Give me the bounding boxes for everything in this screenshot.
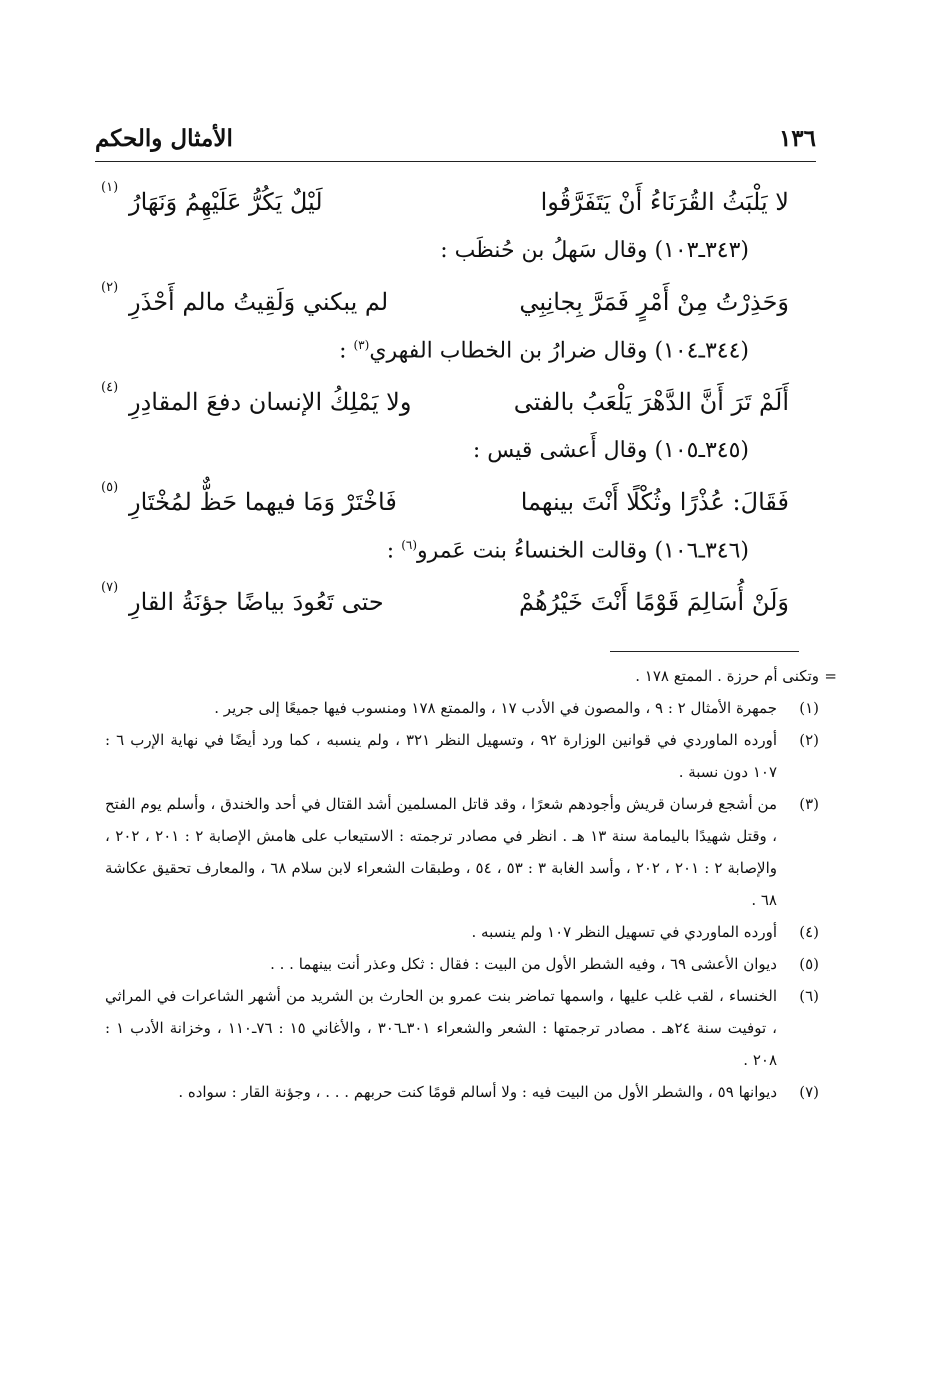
page-number: ١٣٦ — [778, 125, 816, 152]
footnote — [105, 724, 819, 788]
footnote-text: ديوان الأعشى ٦٩ ، وفيه الشطر الأول من البيت : فقال : ثكل وعذر أنت بينهما . . . — [270, 955, 777, 973]
footnote-text: أورده الماوردي في تسهيل النظر ١٠٧ ولم ينسبه . — [471, 923, 777, 941]
footnote-text: الخنساء ، لقب غلب عليها ، واسمها تماضر بنت عمرو بن الحارث بن الشريد من أشهر الشاعرات في المراثي ، توفيت سنة ٢٤هـ . مصادر ترجمتها : الشعر والشعراء ٣٠١ـ٣٠٦ ، والأغاني ١٥ : ٧٦ـ١١٠ ، وخزانة الأدب ١ : ٢٠٨ . — [105, 987, 777, 1069]
entry-heading-text: (٣٤٤ـ١٠٤) وقال ضرارُ بن الخطاب الفهري — [369, 338, 749, 364]
verse-hemistich-second: لم يبكني وَلَقِيتُ مالم أَحْذَرِ — [129, 288, 389, 316]
entry-heading — [105, 330, 789, 378]
verse-hemistich-first: فَقَالَ: عُذْرًا وثُكْلًا أَنْتَ بينهما — [520, 488, 789, 516]
verse-hemistich-first: وَلَنْ أُسَالِمَ قَوْمًا أَنْتَ خَيْرُهُمْ — [519, 588, 789, 616]
verse-hemistich-second: ولا يَمْلِكُ الإنسان دفعَ المقادِرِ — [129, 388, 412, 416]
entry-heading — [105, 530, 789, 578]
entry-heading: (٣٤٣ـ١٠٣) وقال سَهلُ بن حُنظَب : — [440, 238, 749, 263]
footnote — [105, 788, 819, 916]
footnote-marker: (٧) — [101, 580, 119, 595]
footnote-number: (٥) — [799, 955, 819, 973]
footnote-rule — [610, 651, 799, 652]
footnote-marker: (٣) — [353, 338, 370, 352]
verse-hemistich-second: لَيْلٌ يَكُرُّ عَلَيْهِمُ وَنَهَارُ — [129, 188, 323, 216]
verse-line — [101, 278, 789, 330]
verse-hemistich-first: لا يَلْبَثُ القُرَنَاءُ أَنْ يَتَفَرَّقُوا — [540, 188, 789, 216]
footnote-marker: (١) — [101, 180, 119, 195]
footnote-number: (٢) — [799, 731, 819, 749]
footnote-text: من أشجع فرسان قريش وأجودهم شعرًا ، وقد قاتل المسلمين أشد القتال في أحد والخندق ، وأسلم يوم الفتح ، وقتل شهيدًا باليمامة سنة ١٣ هـ . انظر في مصادر ترجمته : الاستيعاب على هامش الإصابة ٢ : ٢٠١ ، ٢٠٢ ، والإصابة ٢ : ٢٠١ ، ٢٠٢ ، وأسد الغابة ٣ : ٥٣ ، ٥٤ ، وطبقات الشعراء لابن سلام ٦٨ ، والمعارف تحقيق عكاشة ٦٨ . — [105, 795, 778, 909]
footnote-number: (٧) — [799, 1083, 819, 1101]
entry-heading-colon: : — [339, 338, 354, 364]
footnote — [105, 916, 819, 948]
header-rule — [95, 161, 816, 162]
footnote-marker: (٢) — [101, 280, 119, 295]
footnotes — [105, 660, 837, 1108]
footnote-number: (١) — [799, 699, 819, 717]
verse-hemistich-second: حتى تَعُودَ بياضًا جؤنَةُ القارِ — [129, 588, 384, 616]
footnote-text: أورده الماوردي في قوانين الوزارة ٩٢ ، وتسهيل النظر ٣٢١ ، ولم ينسبه ، كما ورد أيضًا في نهاية الإرب ٦ : ١٠٧ دون نسبة . — [105, 731, 777, 781]
entry-heading-text: (٣٤٦ـ١٠٦) وقالت الخنساءُ بنت عَمرو — [417, 538, 749, 564]
footnote — [105, 1076, 819, 1108]
verse-hemistich-second: فَاخْتَرْ وَمَا فيهما حَظٌّ لمُخْتَارِ — [129, 488, 397, 516]
verse-hemistich-first: وَحَذِرْتُ مِنْ أَمْرٍ فَمَرَّ بِجانِبِي — [519, 288, 789, 316]
footnote-number: (٦) — [799, 987, 819, 1005]
page-header — [95, 125, 816, 161]
footnote-marker: (٤) — [101, 380, 119, 395]
entry-heading-colon: : — [386, 538, 402, 564]
footnote-text: وتكنى أم حرزة . الممتع ١٧٨ . — [635, 667, 819, 685]
continuation-mark: = — [824, 667, 837, 685]
verse-line — [101, 178, 789, 230]
running-title: الأمثال والحكم — [95, 125, 233, 152]
verse-hemistich-first: أَلَمْ تَرَ أَنَّ الدَّهْرَ يَلْعَبُ بالفتى — [513, 388, 789, 416]
footnote-marker: (٦) — [401, 538, 418, 552]
footnote-number: (٤) — [799, 923, 819, 941]
entry-heading: (٣٤٥ـ١٠٥) وقال أَعشى قيس : — [472, 438, 749, 463]
footnote-marker: (٥) — [101, 480, 119, 495]
verse-line — [101, 378, 789, 430]
footnote-text: ديوانها ٥٩ ، والشطر الأول من البيت فيه : ولا أسالم قومًا كنت حربهم . . . ، وجؤنة القار : سواده . — [178, 1083, 777, 1101]
verse-line — [101, 578, 789, 630]
footnote — [105, 980, 819, 1076]
main-text — [101, 178, 789, 630]
footnote-text: جمهرة الأمثال ٢ : ٩ ، والمصون في الأدب ١٧ ، والممتع ١٧٨ ومنسوب فيها جميعًا إلى جرير . — [214, 699, 777, 717]
verse-line — [101, 478, 789, 530]
footnote — [105, 692, 819, 724]
footnote — [105, 948, 819, 980]
footnote-number: (٣) — [799, 795, 819, 813]
footnote-continuation — [105, 660, 837, 692]
